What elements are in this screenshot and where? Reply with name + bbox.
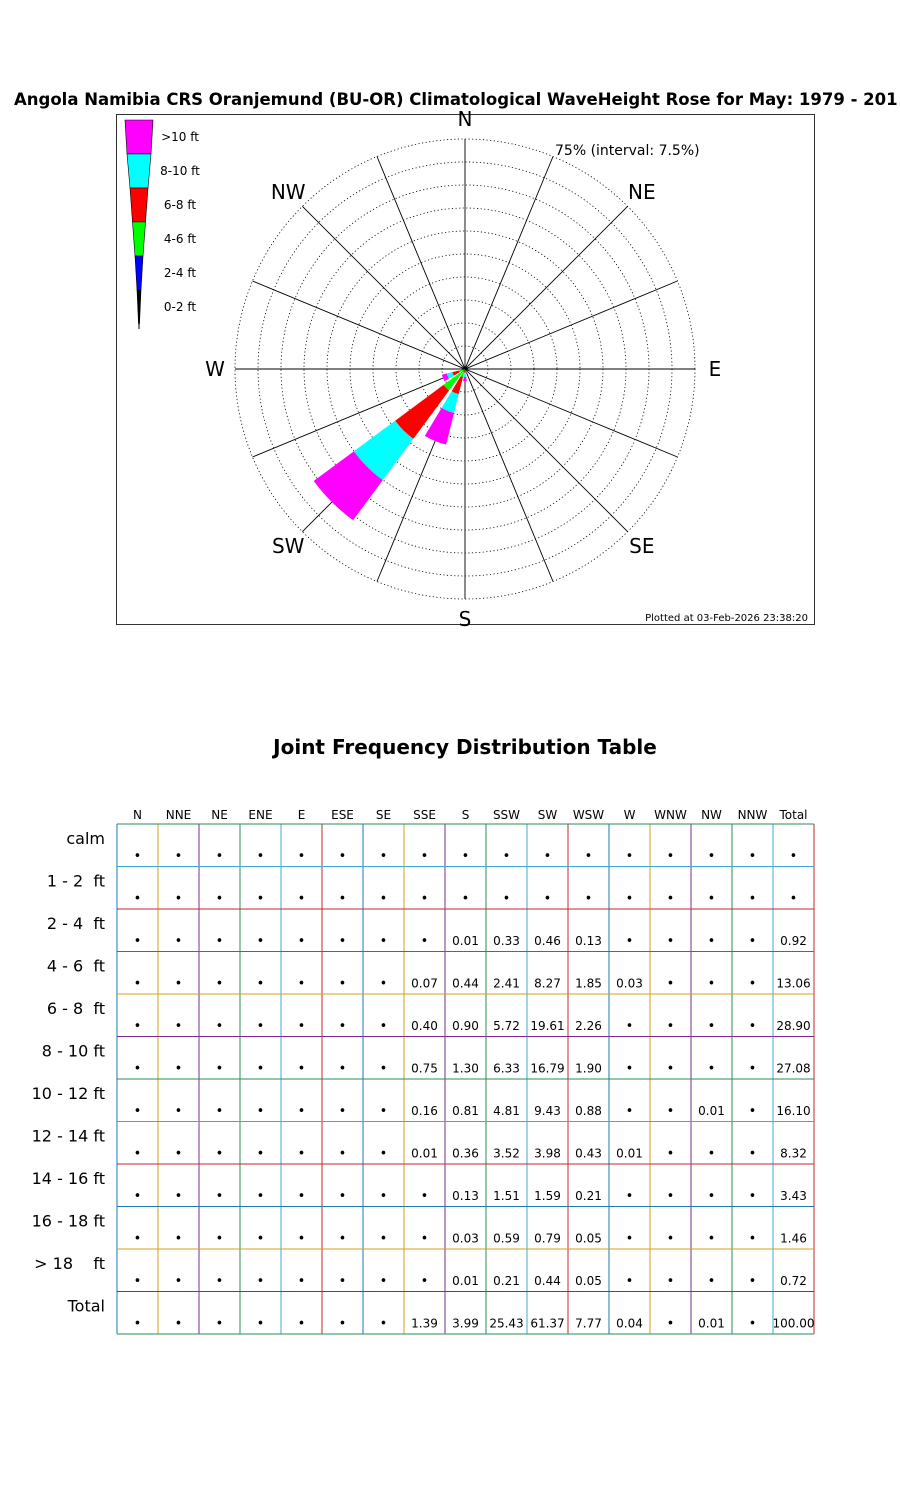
direction-label: N (457, 107, 473, 131)
table-cell: 0.44 (534, 1274, 561, 1288)
table-cell: • (625, 1104, 634, 1119)
table-cell: 0.90 (452, 1019, 479, 1033)
table-cell: 0.01 (698, 1104, 725, 1118)
table-cell: • (420, 934, 429, 949)
table-cell: 0.13 (575, 934, 602, 948)
table-cell: • (297, 1146, 306, 1162)
joint-frequency-table (0, 790, 900, 1350)
table-cell: • (215, 1274, 224, 1289)
table-cell: • (215, 1189, 224, 1204)
table-body (32, 829, 815, 1332)
table-cell: • (133, 1189, 142, 1204)
table-cell: • (338, 849, 347, 864)
table-cell: • (748, 1231, 757, 1247)
table-cell: 0.33 (493, 934, 520, 948)
row-label: 16 - 18 ft (31, 1211, 105, 1231)
table-cell: • (256, 1146, 265, 1162)
table-cell: • (297, 1061, 306, 1077)
table-cell: • (707, 1061, 716, 1077)
table-cell: 8.32 (780, 1146, 807, 1161)
table-cell: 28.90 (776, 1019, 811, 1033)
row-label: 6 - 8 ft (46, 999, 105, 1018)
table-cell: • (420, 1189, 429, 1204)
table-cell: • (707, 1146, 716, 1162)
table-cell: • (379, 1146, 388, 1162)
column-header: S (461, 808, 470, 822)
table-cell: • (256, 1019, 265, 1034)
table-cell: • (133, 1316, 142, 1332)
table-cell: • (666, 849, 675, 864)
table-column-headers (133, 808, 808, 822)
table-cell: • (338, 1061, 347, 1077)
table-cell: • (666, 1231, 675, 1247)
column-header: NNE (165, 808, 192, 822)
table-cell: 0.43 (575, 1146, 602, 1161)
table-cell: • (461, 849, 470, 864)
table-cell: • (256, 849, 265, 864)
table-cell: • (420, 849, 429, 864)
table-cell: • (584, 891, 593, 907)
row-label: 4 - 6 ft (46, 956, 105, 976)
table-cell: • (666, 934, 675, 949)
table-cell: • (338, 1189, 347, 1204)
table-cell: • (215, 1104, 224, 1119)
table-cell: • (215, 976, 224, 992)
table-cell: • (625, 1189, 634, 1204)
legend-label: 6-8 ft (163, 198, 197, 212)
table-cell: • (379, 1316, 388, 1332)
table-cell: 8.27 (534, 976, 561, 991)
table-cell: 0.40 (411, 1019, 438, 1033)
table-cell: • (502, 849, 511, 864)
table-cell: 0.01 (698, 1316, 725, 1331)
table-cell: • (256, 891, 265, 907)
table-cell: • (256, 1104, 265, 1119)
table-cell: • (174, 934, 183, 949)
table-cell: • (748, 934, 757, 949)
column-header: NNW (737, 808, 768, 822)
table-cell: • (707, 1189, 716, 1204)
table-cell: • (297, 1019, 306, 1034)
table-cell: 2.26 (575, 1019, 602, 1033)
table-cell: • (174, 1104, 183, 1119)
table-cell: 0.05 (575, 1231, 602, 1246)
table-cell: 0.07 (411, 976, 438, 991)
row-label: 12 - 14 ft (31, 1126, 105, 1146)
table-cell: 0.72 (780, 1274, 807, 1288)
table-cell: 0.79 (534, 1231, 561, 1246)
column-header: NW (701, 808, 722, 822)
table-cell: • (338, 976, 347, 992)
table-cell: • (748, 1061, 757, 1077)
row-label: > 18 ft (34, 1254, 105, 1273)
legend-swatch (133, 222, 146, 256)
table-cell: • (379, 1019, 388, 1034)
table-cell: • (215, 1019, 224, 1034)
row-label: calm (66, 829, 105, 848)
table-cell: • (789, 891, 798, 907)
direction-label: SW (271, 533, 305, 558)
table-cell: • (502, 891, 511, 907)
table-cell: • (338, 1316, 347, 1332)
table-cell: • (707, 976, 716, 992)
table-cell: 7.77 (575, 1316, 602, 1331)
table-cell: 0.44 (452, 976, 479, 991)
table-cell: • (666, 1316, 675, 1332)
column-header: N (133, 808, 142, 822)
table-cell: 0.13 (452, 1189, 479, 1203)
table-cell: 27.08 (776, 1061, 811, 1076)
table-cell: • (707, 849, 716, 864)
frequency-wedges (314, 369, 467, 520)
row-label: 8 - 10 ft (41, 1041, 105, 1061)
table-cell: • (748, 891, 757, 907)
plot-timestamp: Plotted at 03-Feb-2026 23:38:20 (645, 613, 808, 624)
table-cell: • (666, 1189, 675, 1204)
legend-swatch (130, 188, 148, 222)
table-cell: • (707, 1231, 716, 1247)
legend-label: 0-2 ft (163, 300, 197, 314)
table-cell: 19.61 (530, 1019, 565, 1033)
chart-title: Angola Namibia CRS Oranjemund (BU-OR) Climatological WaveHeight Rose for May: 1979 - 201 (14, 90, 898, 109)
column-header: SSE (413, 808, 436, 822)
table-cell: • (174, 1146, 183, 1162)
table-cell: • (215, 1146, 224, 1162)
table-cell: 1.51 (493, 1189, 520, 1203)
table-cell: • (174, 849, 183, 864)
table-cell: • (666, 1274, 675, 1289)
table-cell: • (297, 1274, 306, 1289)
table-cell: • (666, 1104, 675, 1119)
column-header: NE (211, 808, 228, 822)
table-cell: 0.04 (616, 1316, 643, 1331)
table-cell: • (748, 1146, 757, 1162)
column-header: W (623, 808, 636, 822)
table-title: Joint Frequency Distribution Table (273, 735, 657, 759)
table-cell: 5.72 (493, 1019, 520, 1033)
table-cell: • (379, 1061, 388, 1077)
ring-interval-label: 75% (interval: 7.5%) (555, 143, 700, 159)
row-label: 1 - 2 ft (46, 871, 105, 891)
legend-label: 4-6 ft (163, 232, 197, 246)
legend-swatch (127, 154, 151, 188)
table-cell: 16.79 (530, 1061, 565, 1076)
legend-label: >10 ft (161, 130, 199, 144)
table-cell: • (256, 1231, 265, 1247)
row-label: 14 - 16 ft (31, 1169, 105, 1188)
table-cell: 3.98 (534, 1146, 561, 1161)
table-cell: • (379, 849, 388, 864)
table-cell: 0.36 (452, 1146, 479, 1161)
table-cell: • (379, 1231, 388, 1247)
table-cell: 3.52 (493, 1146, 520, 1161)
table-cell: • (461, 891, 470, 907)
table-cell: 0.59 (493, 1231, 520, 1246)
table-cell: • (379, 1189, 388, 1204)
table-cell: 2.41 (493, 976, 520, 991)
table-cell: • (625, 1019, 634, 1034)
table-cell: • (297, 1104, 306, 1119)
table-cell: • (748, 1104, 757, 1119)
table-cell: • (174, 891, 183, 907)
table-cell: • (748, 1316, 757, 1332)
table-cell: • (625, 1274, 634, 1289)
table-cell: 0.21 (575, 1189, 602, 1203)
table-cell: 1.39 (411, 1316, 438, 1331)
table-cell: 0.88 (575, 1104, 602, 1118)
table-cell: 0.21 (493, 1274, 520, 1288)
table-cell: • (625, 934, 634, 949)
table-cell: • (338, 1146, 347, 1162)
table-cell: • (215, 891, 224, 907)
table-cell: • (748, 1189, 757, 1204)
table-cell: 25.43 (489, 1316, 524, 1331)
table-cell: • (625, 1061, 634, 1077)
table-cell: 61.37 (530, 1316, 565, 1331)
table-cell: • (543, 849, 552, 864)
table-cell: 4.81 (493, 1104, 520, 1118)
table-cell: • (133, 1274, 142, 1289)
table-cell: • (338, 1231, 347, 1247)
table-cell: • (748, 976, 757, 992)
table-cell: • (666, 891, 675, 907)
table-cell: • (666, 1019, 675, 1034)
table-cell: • (379, 1274, 388, 1289)
table-cell: • (133, 891, 142, 907)
column-header: SW (537, 808, 558, 822)
column-header: SE (375, 808, 392, 822)
table-cell: • (133, 1231, 142, 1247)
legend-swatch (137, 290, 141, 324)
table-cell: 9.43 (534, 1104, 561, 1118)
column-header: SSW (492, 808, 521, 822)
table-cell: • (789, 849, 798, 864)
column-header: ENE (248, 808, 273, 822)
table-cell: • (297, 976, 306, 992)
table-cell: • (133, 1061, 142, 1077)
table-cell: 3.43 (780, 1189, 807, 1203)
table-cell: • (297, 934, 306, 949)
table-cell: 100.00 (772, 1316, 815, 1331)
table-cell: 1.59 (534, 1189, 561, 1203)
table-cell: • (297, 1189, 306, 1204)
direction-label: NE (627, 180, 656, 205)
table-cell: 6.33 (493, 1061, 520, 1076)
table-cell: • (338, 891, 347, 907)
table-cell: 0.01 (616, 1146, 643, 1161)
table-cell: 1.90 (575, 1061, 602, 1076)
table-cell: • (256, 934, 265, 949)
table-cell: 1.46 (780, 1231, 807, 1246)
table-cell: • (133, 934, 142, 949)
table-cell: 0.03 (616, 976, 643, 991)
table-cell: • (420, 891, 429, 907)
column-header: Total (779, 808, 808, 822)
table-cell: • (748, 1274, 757, 1289)
table-cell: • (215, 934, 224, 949)
legend (125, 120, 200, 329)
table-cell: • (174, 1274, 183, 1289)
table-cell: • (707, 1019, 716, 1034)
table-cell: • (338, 934, 347, 949)
table-cell: • (133, 1146, 142, 1162)
table-cell: 0.01 (452, 1274, 479, 1288)
table-cell: • (707, 934, 716, 949)
direction-label: NW (270, 180, 306, 205)
table-cell: • (420, 1274, 429, 1289)
column-header: WNW (654, 808, 687, 822)
table-cell: • (338, 1104, 347, 1119)
table-cell: • (256, 1061, 265, 1077)
table-cell: • (297, 1316, 306, 1332)
wave-height-rose-chart (0, 0, 900, 660)
column-header: E (297, 808, 306, 822)
table-cell: • (338, 1274, 347, 1289)
direction-label: SE (629, 533, 655, 558)
direction-label: E (708, 357, 722, 381)
table-cell: • (133, 849, 142, 864)
row-label: Total (67, 1296, 105, 1316)
table-cell: 0.03 (452, 1231, 479, 1246)
table-cell: 0.46 (534, 934, 561, 948)
legend-label: 2-4 ft (163, 266, 197, 280)
table-cell: • (379, 1104, 388, 1119)
table-cell: • (215, 1061, 224, 1077)
table-cell: • (174, 1316, 183, 1332)
legend-label: 8-10 ft (160, 164, 200, 178)
table-cell: • (256, 976, 265, 992)
table-cell: • (379, 934, 388, 949)
table-cell: • (174, 1019, 183, 1034)
table-cell: 3.99 (452, 1316, 479, 1331)
table-cell: • (379, 891, 388, 907)
direction-label: W (205, 357, 225, 381)
table-cell: • (256, 1274, 265, 1289)
table-cell: • (133, 976, 142, 992)
table-cell: • (625, 849, 634, 864)
legend-swatch (125, 120, 153, 154)
table-cell: • (133, 1104, 142, 1119)
table-cell: 1.85 (575, 976, 602, 991)
table-cell: • (338, 1019, 347, 1034)
row-label: 2 - 4 ft (46, 914, 105, 933)
column-header: ESE (331, 808, 354, 822)
table-cell: • (297, 849, 306, 864)
table-cell: 0.81 (452, 1104, 479, 1118)
table-cell: • (707, 1274, 716, 1289)
table-cell: 1.30 (452, 1061, 479, 1076)
table-cell: • (297, 1231, 306, 1247)
wedge-S-bin5 (463, 377, 467, 381)
table-cell: • (748, 1019, 757, 1034)
table-cell: 0.01 (452, 934, 479, 948)
table-cell: • (666, 1061, 675, 1077)
table-cell: • (543, 891, 552, 907)
table-cell: 0.92 (780, 934, 807, 948)
table-cell: 0.01 (411, 1146, 438, 1161)
table-cell: • (666, 976, 675, 992)
table-cell: • (420, 1231, 429, 1247)
table-cell: • (174, 1231, 183, 1247)
table-cell: 0.16 (411, 1104, 438, 1118)
table-cell: • (666, 1146, 675, 1162)
column-header: WSW (572, 808, 605, 822)
table-cell: • (215, 1231, 224, 1247)
table-cell: • (584, 849, 593, 864)
table-cell: • (625, 891, 634, 907)
legend-swatch (135, 256, 143, 290)
table-cell: 16.10 (776, 1104, 811, 1118)
table-cell: • (215, 849, 224, 864)
table-cell: • (748, 849, 757, 864)
table-cell: • (174, 1189, 183, 1204)
table-cell: • (707, 891, 716, 907)
direction-label: S (458, 607, 472, 631)
table-cell: • (215, 1316, 224, 1332)
row-label: 10 - 12 ft (31, 1084, 105, 1103)
table-cell: • (133, 1019, 142, 1034)
table-cell: • (256, 1316, 265, 1332)
table-cell: 0.05 (575, 1274, 602, 1288)
table-cell: 13.06 (776, 976, 811, 991)
wedge-S-bin4 (464, 373, 466, 377)
table-cell: • (625, 1231, 634, 1247)
table-cell: • (174, 1061, 183, 1077)
table-cell: • (256, 1189, 265, 1204)
table-cell: • (297, 891, 306, 907)
table-cell: 0.75 (411, 1061, 438, 1076)
table-cell: • (379, 976, 388, 992)
table-cell: • (174, 976, 183, 992)
